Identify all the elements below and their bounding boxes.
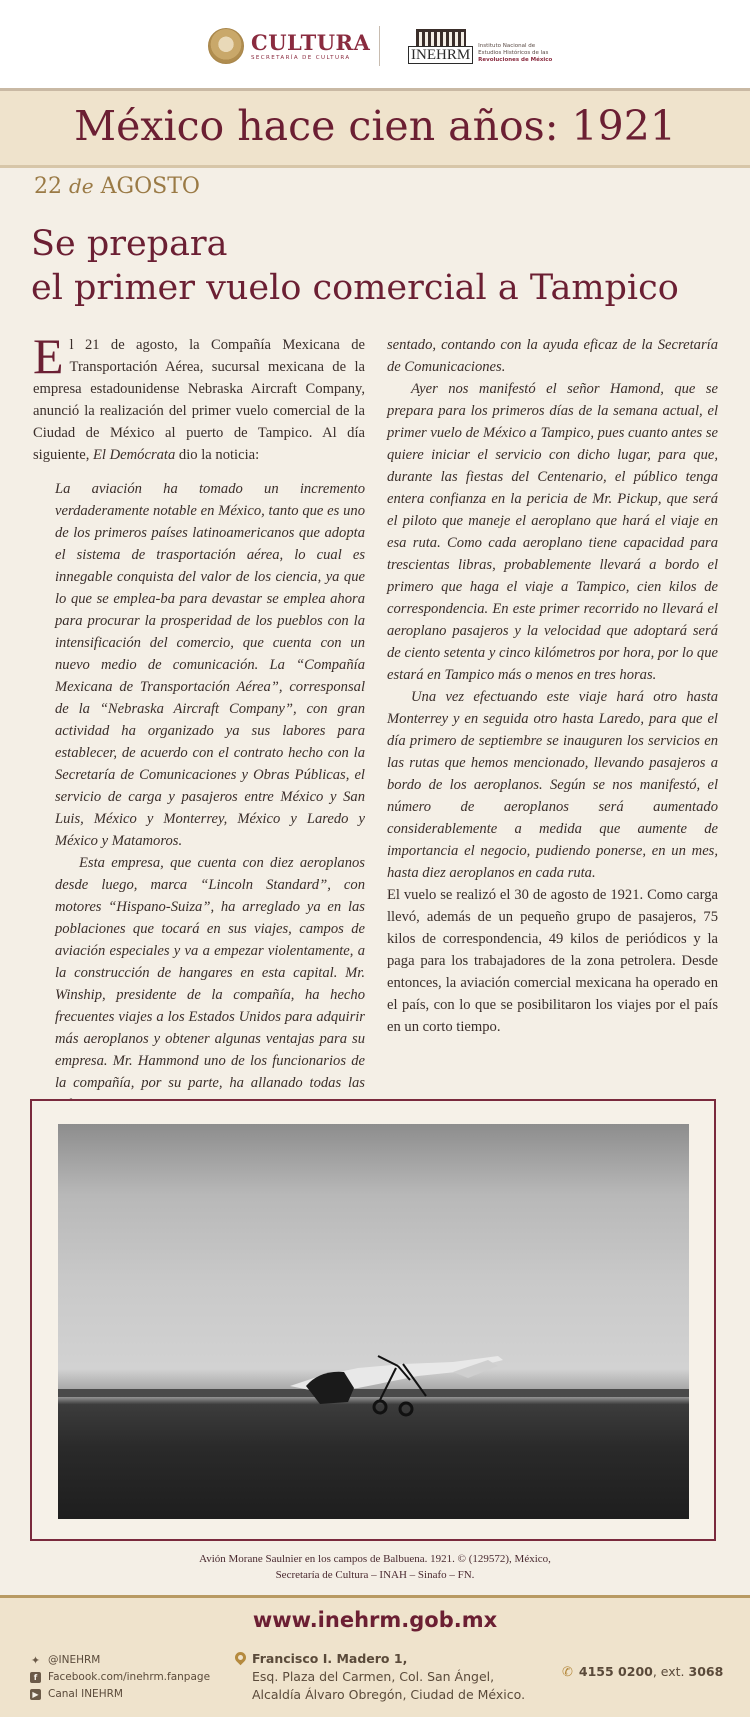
article-date bbox=[34, 174, 200, 199]
inehrm-wordmark: INEHRM bbox=[408, 46, 473, 64]
airplane-silhouette-icon bbox=[58, 1124, 689, 1519]
quoted-news bbox=[55, 478, 365, 1116]
cultura-logo[interactable] bbox=[208, 28, 370, 64]
article-column-right bbox=[387, 334, 718, 1038]
title-banner bbox=[0, 91, 750, 168]
quote-paragraph-4: Una vez efectuando este viaje hará otro hasta Monterrey y en seguida otro hasta Laredo, para que el día primero de septiembre se inauguren los servicios en las rutas que hemos mencionado, llevando pasajeros a bordo de los aeroplanos. Según se nos manifestó, el número de aeroplanos será aumentado considerablemente a medida que aumente de importancia el negocio, pudiendo ponerse, en un mes, hasta diez aeroplanos en cada ruta. bbox=[387, 689, 718, 881]
location-pin-icon bbox=[233, 1650, 249, 1666]
closing-paragraph: El vuelo se realizó el 30 de agosto de 1921. Como carga llevó, además de un pequeño grupo de pasajeros, 75 kilos de correspondencia, 49 kilos de periódicos y la paga para los trabajadores de la zona petrolera. Desde entonces, la aviación comercial mexicana ha operado en el país, con lo que se posibilitaron los viajes por el país en un corto tiempo. bbox=[387, 887, 718, 1035]
quote-paragraph-2-cont: sentado, contando con la ayuda eficaz de la Secretaría de Comunicaciones. bbox=[387, 337, 718, 375]
facebook-icon: f bbox=[30, 1672, 41, 1683]
quote-paragraph-2: Esta empresa, que cuenta con diez aeroplanos desde luego, marca “Lincoln Standard”, con motores “Hispano-Suiza”, ha arreglado ya en las poblaciones que tocará en sus viajes, campos de aviación especiales y va a empezar violentamente, a la construcción de hangares en esta capital. Mr. Winship, presidente de la compañía, ha hecho frecuentes viajes a los Estados Unidos para adquirir más aeroplanos y obtener algunas ventajas para su empresa. Mr. Hammond uno de los funcionarios de la compañía, por su parte, ha allanado todas las bbox=[55, 855, 365, 1091]
twitter-icon: ✦ bbox=[30, 1654, 41, 1667]
youtube-icon: ▶ bbox=[30, 1689, 41, 1700]
photo-frame bbox=[30, 1099, 716, 1541]
footer bbox=[0, 1595, 750, 1717]
newspaper-name: El Demócrata bbox=[93, 447, 176, 463]
cultura-subtitle: SECRETARÍA DE CULTURA bbox=[251, 54, 351, 61]
facebook-link[interactable]: f Facebook.com/inehrm.fanpage bbox=[30, 1669, 210, 1686]
website-link[interactable]: www.inehrm.gob.mx bbox=[252, 1608, 498, 1632]
page-title: México hace cien años: 1921 bbox=[74, 102, 676, 150]
eagle-seal-icon bbox=[208, 28, 244, 64]
inehrm-description: Instituto Nacional de Estudios Históricos de las Revoluciones de México bbox=[478, 43, 553, 63]
header-bar bbox=[0, 0, 750, 91]
date-de: de bbox=[69, 174, 94, 198]
quoted-news-continued bbox=[387, 334, 718, 884]
building-icon bbox=[416, 29, 466, 46]
date-month: AGOSTO bbox=[100, 174, 200, 199]
headline-line-2: el primer vuelo comercial a Tampico bbox=[31, 268, 679, 308]
address: Francisco I. Madero 1, Esq. Plaza del Carmen, Col. San Ángel, Alcaldía Álvaro Obregón, Ciudad de México. bbox=[252, 1650, 525, 1704]
historic-airplane-photo[interactable] bbox=[58, 1124, 689, 1519]
photo-caption: Avión Morane Saulnier en los campos de Balbuena. 1921. © (129572), México, Secretaría de Cultura – INAH – Sinafo – FN. bbox=[199, 1553, 551, 1581]
article-column-left bbox=[33, 328, 365, 1116]
inehrm-logo[interactable] bbox=[408, 30, 552, 64]
twitter-link[interactable]: ✦ @INEHRM bbox=[30, 1654, 101, 1667]
logo-divider bbox=[379, 26, 380, 66]
social-links bbox=[30, 1652, 210, 1703]
phone-number[interactable]: ✆ 4155 0200, ext. 3068 bbox=[562, 1664, 724, 1680]
drop-cap: E bbox=[33, 328, 64, 384]
headline bbox=[31, 222, 721, 310]
date-day: 22 bbox=[34, 174, 62, 199]
intro-paragraph: El 21 de agosto, la Compañía Mexicana de Transportación Aérea, sucursal mexicana de la empresa estadounidense Nebraska Aircraft Company, anunció la realización del primer vuelo comercial de la Ciudad de México al puerto de Tampico. Al día siguiente, El Demócrata dio la noticia: bbox=[33, 328, 365, 463]
headline-line-1: Se prepara bbox=[31, 224, 228, 264]
cultura-wordmark: CULTURA bbox=[251, 29, 371, 55]
quote-paragraph-3: Ayer nos manifestó el señor Hamond, que se prepara para los primeros días de la semana actual, el primer vuelo de México a Tampico, pues cuanto antes se quiere iniciar el servicio con dicho lugar, para que, durante las fiestas del Centenario, el público tenga entera confianza en la pericia de Mr. Pickup, que será el piloto que maneje el aeroplano que hará el viaje en esa ruta. Como cada aeroplano tiene capacidad para trescientas libras, probablemente llevará a bordo el primero que haga el viaje a Tampico, cien kilos de correspondencia. En este primer recorrido no llevará el aeroplano pasajeros y la velocidad que adoptará será de ciento setenta y cinco kilómetros por hora, por lo que estará en Tampico más o menos en tres horas. bbox=[387, 381, 718, 683]
youtube-link[interactable]: ▶ Canal INEHRM bbox=[30, 1686, 210, 1703]
phone-icon: ✆ bbox=[562, 1665, 573, 1680]
quote-paragraph-1: La aviación ha tomado un incremento verdaderamente notable en México, tanto que es uno de los primeros países latinoamericanos que adopta el sistema de trasportación aérea, lo cual es innegable conquista del valor de los ciencia, ya que lo que se emplea-ba para devastar se emplea ahora para procurar la prosperidad de los pueblos con la intensificación del comercio, que cuenta con un nuevo medio de comunicación. La “Compañía Mexicana de Transportación Aérea”, corresponsal de la “Nebraska Aircraft Company”, con gran actividad ha organizado ya sus labores para establecer, de acuerdo con el contrato hecho con la Secretaría de Comunicaciones y Obras Públicas, el servicio de carga y pasajeros entre México y San Luis, México y Monterrey, México y Laredo y México y Matamoros. bbox=[55, 481, 365, 849]
